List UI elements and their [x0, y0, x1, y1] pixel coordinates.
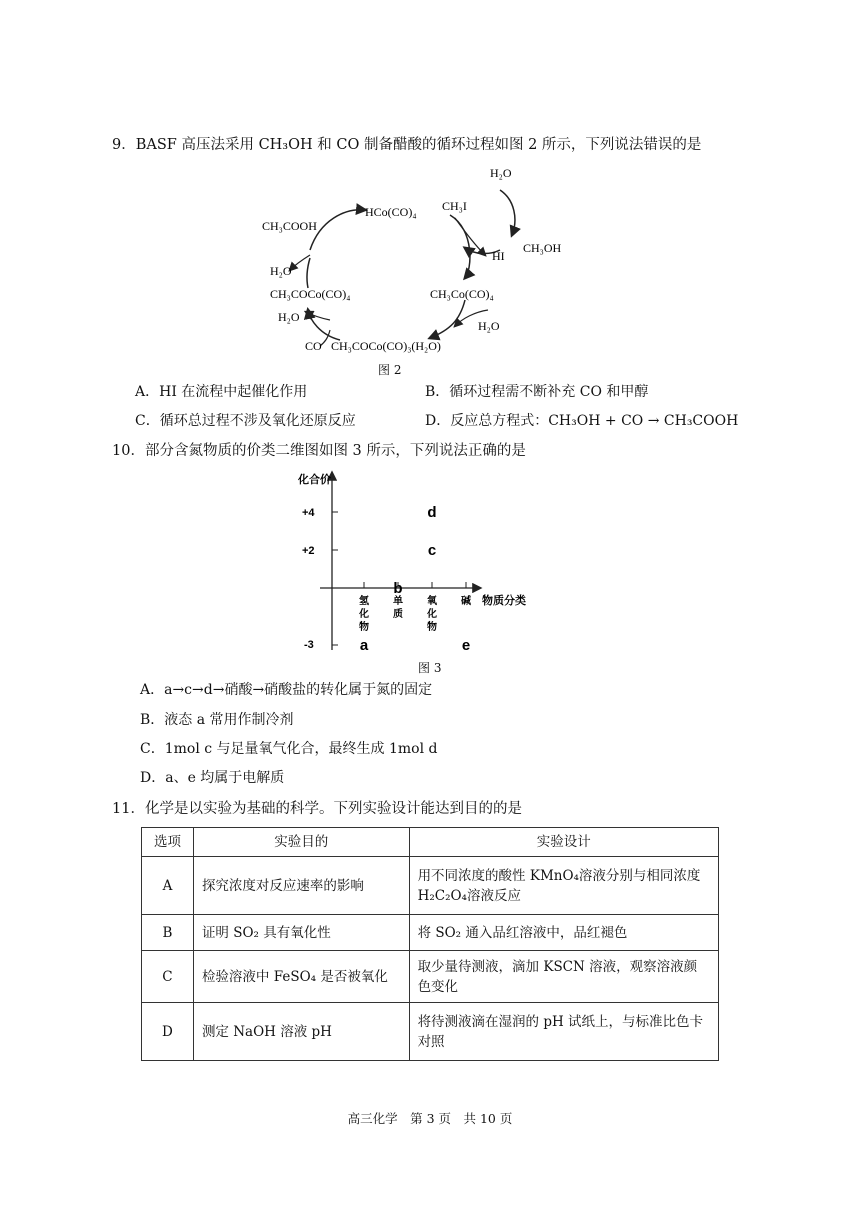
- point-a: a: [359, 637, 369, 654]
- table-row: [142, 857, 719, 915]
- label-hco: HCo(CO)₄: [365, 205, 417, 219]
- x-tick-label: 物: [427, 622, 437, 633]
- q10-option-c: C．1mol c 与足量氧气化合，最终生成 1mol d: [140, 741, 438, 757]
- label-h2o-right: H₂O: [478, 319, 500, 333]
- table-cell-goal: 测定 NaOH 溶液 pH: [193, 1003, 409, 1061]
- q10-stem: 10．部分含氮物质的价类二维图如图 3 所示，下列说法正确的是: [112, 443, 526, 459]
- label-ch3co: CH₃Co(CO)₄: [430, 287, 494, 301]
- table-header-row: [142, 828, 719, 857]
- table-cell-design: 用不同浓度的酸性 KMnO₄溶液分别与相同浓度 H₂C₂O₄溶液反应: [409, 857, 718, 915]
- point-c: c: [427, 542, 437, 559]
- x-tick-label: 单: [393, 596, 403, 607]
- q9-option-c: C．循环总过程不涉及氧化还原反应: [135, 413, 356, 429]
- label-ch3coco: CH₃COCo(CO)₄: [270, 287, 351, 301]
- table-cell-goal: 探究浓度对反应速率的影响: [193, 857, 409, 915]
- q10-option-b: B．液态 a 常用作制冷剂: [140, 712, 294, 728]
- x-tick-label: 碱: [461, 596, 471, 607]
- label-ch3cocoh2o: CH₃COCo(CO)₃(H₂O): [331, 339, 441, 353]
- cycle-arc-bottom-right: [430, 300, 465, 338]
- experiment-table: [141, 827, 719, 1061]
- table-cell-option: B: [142, 915, 194, 951]
- valence-category-chart: [290, 465, 560, 660]
- y-tick-plus4: +4: [302, 507, 315, 519]
- table-header: 选项: [142, 828, 194, 857]
- label-co: CO: [305, 339, 322, 353]
- q9-option-a: A．HI 在流程中起催化作用: [135, 384, 308, 400]
- y-tick-minus3: -3: [304, 639, 314, 651]
- x-tick-label: 物: [359, 622, 369, 633]
- y-tick-plus2: +2: [302, 545, 315, 557]
- point-e: e: [461, 637, 471, 654]
- table-cell-option: D: [142, 1003, 194, 1061]
- label-ch3cooh: CH₃COOH: [262, 219, 317, 233]
- q9-stem: 9．BASF 高压法采用 CH₃OH 和 CO 制备醋酸的循环过程如图 2 所示，下列说法错误的是: [112, 137, 702, 153]
- table-row: [142, 915, 719, 951]
- label-hi: HI: [492, 249, 505, 263]
- q10-option-a: A．a→c→d→硝酸→硝酸盐的转化属于氮的固定: [140, 682, 433, 698]
- q9-option-d: D．反应总方程式：CH₃OH + CO → CH₃COOH: [425, 413, 739, 429]
- q11-stem: 11．化学是以实验为基础的科学。下列实验设计能达到目的的是: [112, 801, 522, 817]
- table-row: [142, 1003, 719, 1061]
- x-axis-label: 物质分类: [482, 595, 526, 607]
- catalytic-cycle-diagram: [250, 160, 562, 360]
- page-footer: 高三化学 第 3 页 共 10 页: [347, 1111, 513, 1126]
- x-tick-label: 氢: [359, 596, 369, 607]
- point-b: b: [393, 580, 403, 597]
- x-tick-label: 质: [393, 609, 403, 620]
- point-d: d: [427, 504, 437, 521]
- cycle-arc-left: [307, 258, 310, 288]
- small-cycle-arc-top: [500, 190, 515, 235]
- y-axis-label: 化合价: [298, 474, 331, 486]
- table-header: 实验设计: [409, 828, 718, 857]
- table-cell-goal: 证明 SO₂ 具有氧化性: [193, 915, 409, 951]
- table-header: 实验目的: [193, 828, 409, 857]
- figure-2-caption: 图 2: [378, 363, 402, 377]
- label-h2o-left: H₂O: [270, 264, 292, 278]
- x-tick-label: 化: [359, 609, 369, 620]
- table-row: [142, 951, 719, 1003]
- label-h2o-top: H₂O: [490, 166, 512, 180]
- table-cell-design: 取少量待测液，滴加 KSCN 溶液，观察溶液颜色变化: [409, 951, 718, 1003]
- table-cell-option: A: [142, 857, 194, 915]
- label-ch3i: CH₃I: [442, 199, 467, 213]
- label-h2o-mid: H₂O: [278, 310, 300, 324]
- label-ch3oh: CH₃OH: [523, 241, 562, 255]
- figure-3-caption: 图 3: [418, 661, 442, 675]
- table-cell-goal: 检验溶液中 FeSO₄ 是否被氧化: [193, 951, 409, 1003]
- table-cell-design: 将 SO₂ 通入品红溶液中，品红褪色: [409, 915, 718, 951]
- table-cell-design: 将待测液滴在湿润的 pH 试纸上，与标准比色卡对照: [409, 1003, 718, 1061]
- q10-option-d: D．a、e 均属于电解质: [140, 770, 285, 786]
- table-cell-option: C: [142, 951, 194, 1003]
- q9-option-b: B．循环过程需不断补充 CO 和甲醇: [425, 384, 649, 400]
- x-tick-label: 氧: [427, 596, 437, 607]
- cycle-arc-top-left: [310, 210, 365, 250]
- x-tick-label: 化: [427, 609, 437, 620]
